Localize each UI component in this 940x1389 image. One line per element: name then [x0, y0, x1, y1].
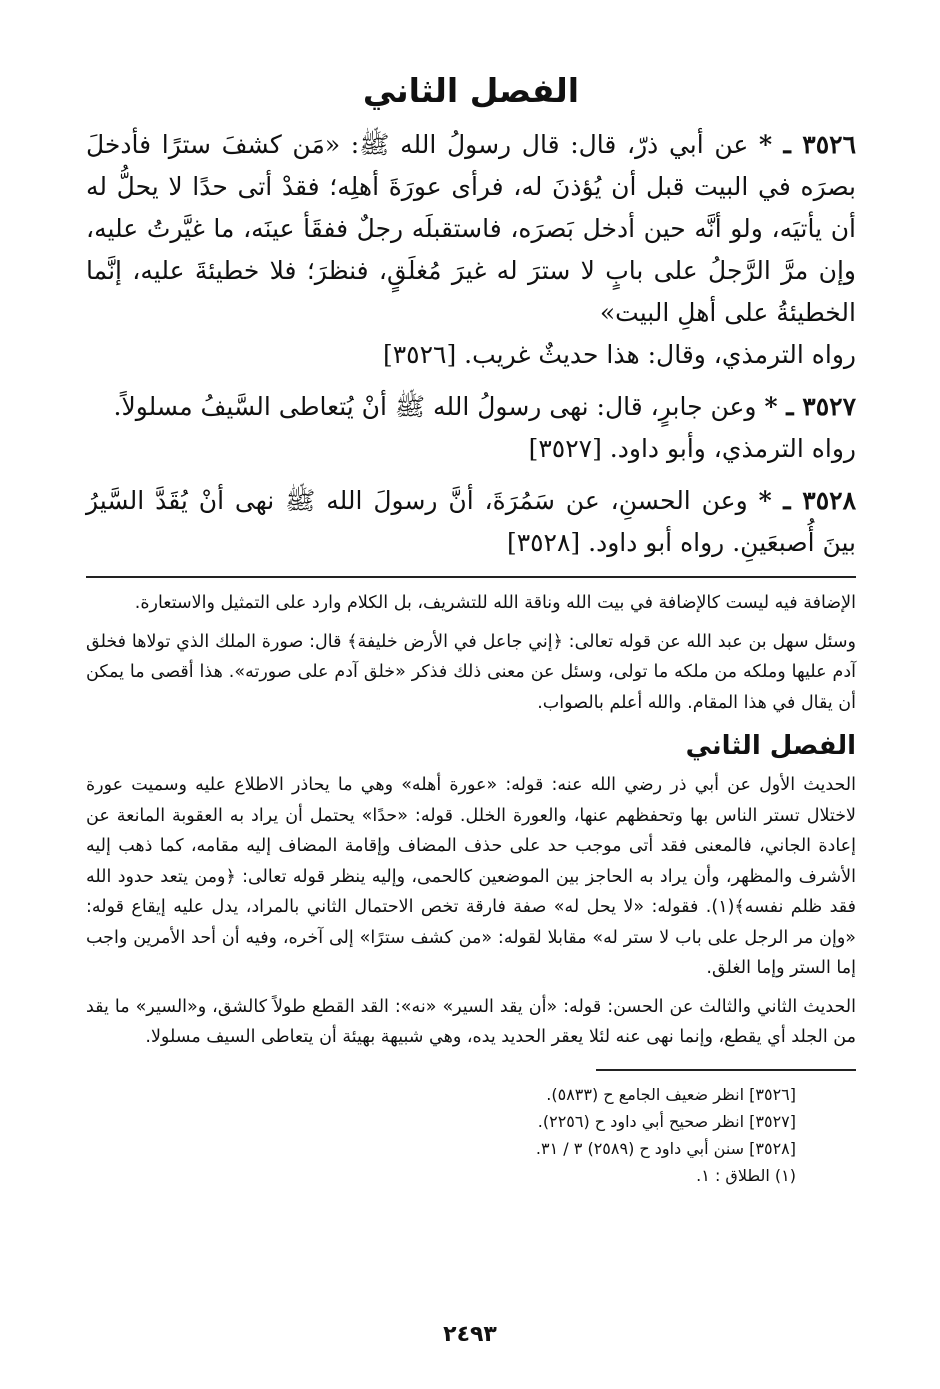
hadith-3528 [86, 480, 856, 564]
footnotes-list [86, 1081, 856, 1189]
hadith-source: رواه الترمذي، وأبو داود. [٣٥٢٧] [528, 434, 856, 463]
commentary-paragraph-1: الإضافة فيه ليست كالإضافة في بيت الله وناقة الله للتشريف، بل الكلام وارد على التمثيل والاستعارة. [134, 593, 856, 613]
hadith-number: ٣٥٢٧ ـ * [764, 392, 856, 421]
hadith-number: ٣٥٢٨ ـ * [758, 486, 856, 515]
footnote: [٣٥٢٨] سنن أبي داود ح (٢٥٨٩) ٣ / ٣١. [535, 1138, 796, 1158]
hadith-text: وعن الحسنِ، عن سَمُرَةَ، أنَّ رسولَ الله ﷺ نهى أنْ يُقَدَّ السَّيرُ بينَ أُصبعَينِ. [86, 486, 856, 557]
hadith-3526 [86, 124, 856, 376]
commentary-divider [86, 576, 856, 578]
hadith-3527 [86, 386, 856, 470]
hadith-source: رواه الترمذي، وقال: هذا حديثٌ غريب. [٣٥٢٦] [382, 340, 856, 369]
commentary-section-title: الفصل الثاني [685, 731, 856, 761]
commentary-paragraph-3: الحديث الأول عن أبي ذر رضي الله عنه: قوله: «عورة أهله» وهي ما يحاذر الاطلاع عليه وسميت عورة لاختلال تستر الناس بها وتحفظهم عنها، والعورة الخلل. قوله: «حدًا» يحتمل أن يراد به العقوبة المانعة عن إعادة الجاني، فالمعنى فقد أتى موجب حد على حذف المضاف وإقامة المضاف إليه مقامه، كما ذهب إليه الأشرف والمظهر، وأن يراد به الحاجز بين الموضعين كالحمى، وإليه ينظر قوله تعالى: ﴿ومن يتعد حدود الله فقد ظلم نفسه﴾(١). فقوله: «لا يحل له» صفة فارقة تخص الاحتمال الثاني بالمراد، يدل عليه إيقاع قوله: «وإن مر الرجل على باب لا ستر له» مقابلا لقوله: «من كشف سترًا» إلى آخره، وفيه أن أحد الأمرين واجب إما الستر وإما الغلق. [86, 775, 856, 978]
page-number: ٢٤٩٣ [443, 1322, 497, 1347]
footnote: [٣٥٢٧] انظر صحيح أبي داود ح (٢٢٥٦). [537, 1111, 796, 1131]
hadith-number: ٣٥٢٦ ـ * [759, 130, 857, 159]
footnote: [٣٥٢٦] انظر ضعيف الجامع ح (٥٨٣٣). [546, 1084, 796, 1104]
hadith-source: رواه أبو داود. [٣٥٢٨] [506, 528, 725, 557]
section-title: الفصل الثاني [362, 71, 580, 110]
hadith-text: عن أبي ذرّ، قال: قال رسولُ الله ﷺ: «مَن كشفَ سترًا فأدخلَ بصرَه في البيت قبل أن يُؤذنَ له، فرأى عورَةَ أهلِه؛ فقدْ أتى حدًا لا يحلُّ له أن يأتيَه، ولو أنَّه حين أدخل بَصرَه، فاستقبلَه رجلٌ ففقَأ عينَه، ما غيَّرتُ عليه، وإن مرَّ الرَّجلُ على بابٍ لا سترَ له غيرَ مُغلَقٍ، فنظرَ؛ فلا خطيئةَ عليه، إنَّما الخطيئةُ على أهلِ البيت» [86, 130, 856, 327]
commentary-paragraph-4: الحديث الثاني والثالث عن الحسن: قوله: «أن يقد السير» «نه»: القد القطع طولاً كالشق، و«السير» ما يقد من الجلد أي يقطع، وإنما نهى عنه لئلا يعقر الحديد يده، وهي شبيهة بهيئة أن يتعاطى السيف مسلولا. [86, 996, 856, 1047]
commentary-paragraph-2: وسئل سهل بن عبد الله عن قوله تعالى: ﴿إني جاعل في الأرض خليفة﴾ قال: صورة الملك الذي تولاها فخلق آدم عليها وملكه من ملكه ما تولى، وسئل عن معنى ذلك فذكر «خلق آدم على صورته». هذا أقصى ما يمكن أن يقال في هذا المقام. والله أعلم بالصواب. [86, 631, 856, 713]
footnote-divider [596, 1069, 856, 1071]
footnote: (١) الطلاق : ١. [696, 1165, 796, 1185]
hadith-text: وعن جابرٍ، قال: نهى رسولُ الله ﷺ أنْ يُتعاطى السَّيفُ مسلولاً. [113, 392, 757, 421]
